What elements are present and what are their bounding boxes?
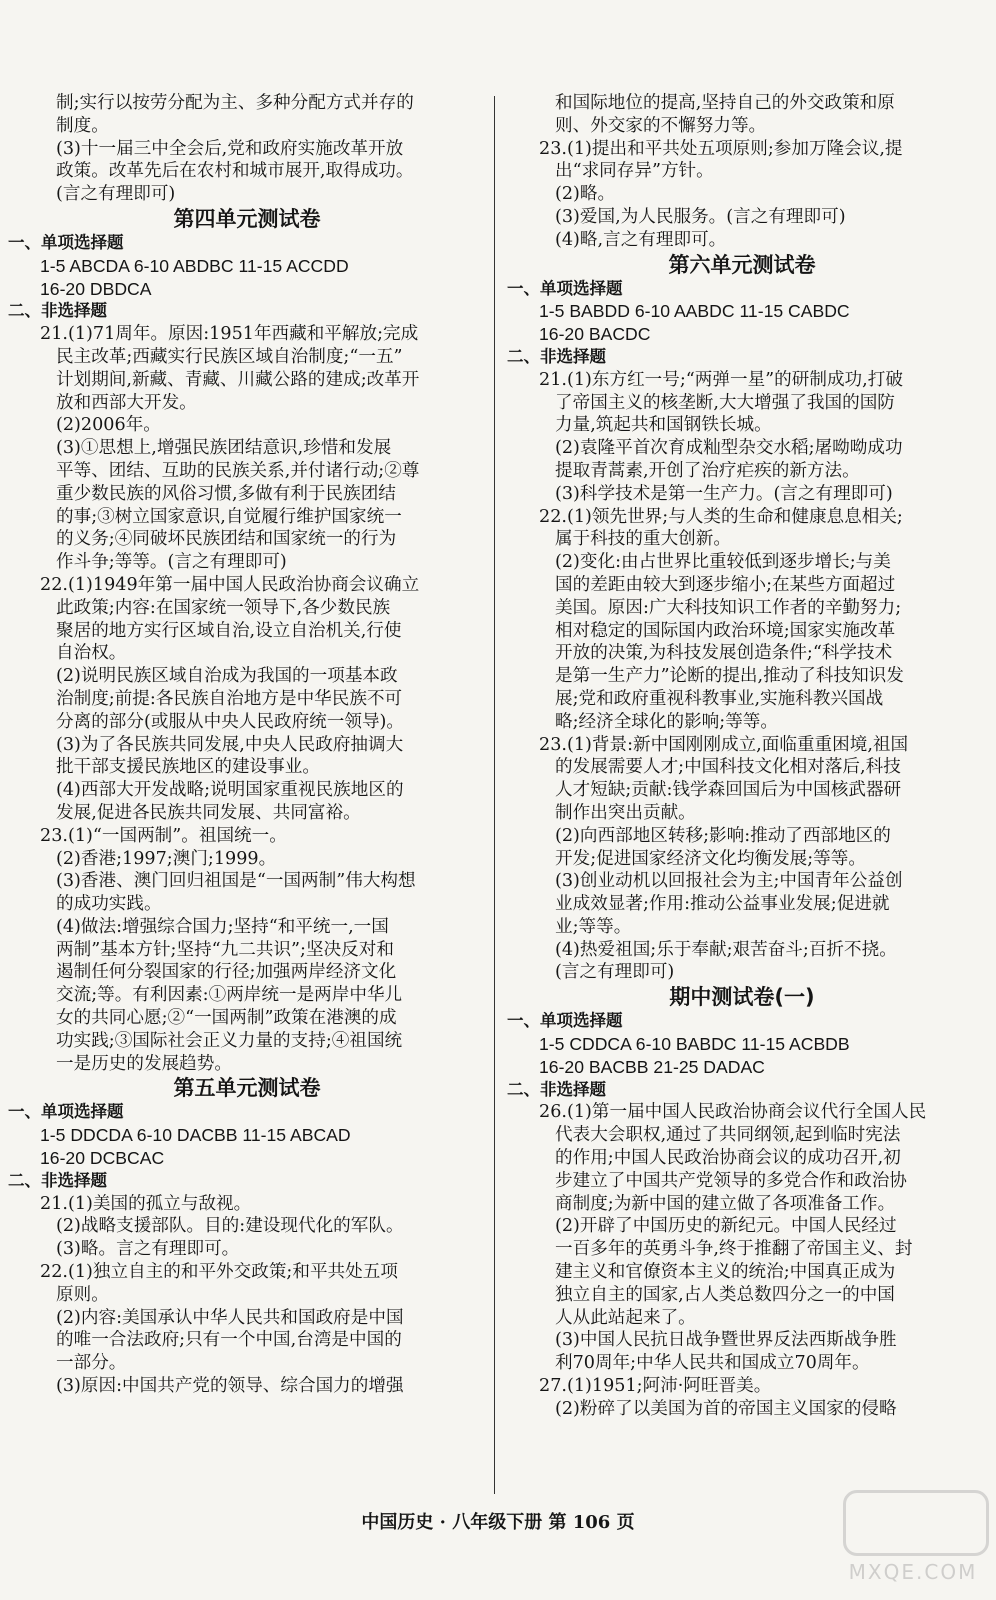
text-line: (2)战略支援部队。目的:建设现代化的军队。	[56, 1216, 404, 1237]
section-title: 第六单元测试卷	[668, 252, 816, 277]
section-title: 第四单元测试卷	[173, 206, 321, 231]
text-line: (2)略。	[555, 184, 616, 205]
text-line: 和国际地位的提高,坚持自己的外交政策和原	[555, 93, 895, 113]
text-line: 的作用;中国人民政治协商会议的成功召开,初	[555, 1148, 901, 1169]
text-line: 16-20 DBDCA	[40, 278, 152, 299]
text-line: 16-20 DCBCAC	[40, 1148, 165, 1169]
text-line: 人从此站起来了。	[555, 1307, 696, 1328]
text-line: 1-5 ABCDA 6-10 ABDBC 11-15 ACCDD	[40, 255, 349, 276]
text-line: 重少数民族的风俗习惯,多做有利于民族团结	[56, 483, 396, 504]
text-line: 两制”基本方针;坚持“九二共识”;坚决反对和	[56, 939, 394, 960]
text-line: 作斗争;等等。(言之有理即可)	[56, 552, 287, 573]
page-footer: 中国历史 · 八年级下册 第 106 页	[361, 1512, 635, 1533]
text-line: 1-5 BABDD 6-10 AABDC 11-15 CABDC	[539, 301, 850, 322]
text-line: 女的共同心愿;②“一国两制”政策在港澳的成	[56, 1008, 397, 1029]
text-line: (3)为了各民族共同发展,中央人民政府抽调大	[56, 734, 404, 755]
text-line: (3)爱国,为人民服务。(言之有理即可)	[555, 206, 846, 227]
text-line: 治制度;前提:各民族自治地方是中华民族不可	[56, 688, 403, 709]
text-line: 聚居的地方实行区域自治,设立自治机关,行使	[56, 620, 402, 641]
text-line: 原则。	[56, 1284, 109, 1305]
text-line: 业成效显著;作用:推动公益事业发展;促进就	[555, 894, 890, 915]
text-line: 商制度;为新中国的建立做了各项准备工作。	[555, 1193, 896, 1214]
text-line: (4)西部大开发战略;说明国家重视民族地区的	[56, 780, 404, 801]
text-line: 分离的部分(或服从中央人民政府统一领导)。	[56, 711, 405, 732]
text-line: 23.(1)提出和平共处五项原则;参加万隆会议,提	[539, 138, 903, 159]
column-divider	[494, 96, 495, 1494]
watermark-badge	[843, 1490, 989, 1556]
section-heading: 一、单项选择题	[8, 232, 124, 252]
text-line: (3)科学技术是第一生产力。(言之有理即可)	[555, 483, 893, 504]
text-line: 功实践;③国际社会正义力量的支持;④祖国统	[56, 1030, 403, 1051]
text-line: 提取青蒿素,开创了治疗疟疾的新方法。	[555, 460, 860, 481]
text-line: 独立自主的国家,占人类总数四分之一的中国	[555, 1284, 895, 1305]
watermark-logo	[838, 1490, 988, 1590]
text-line: (3)香港、澳门回归祖国是“一国两制”伟大构想	[56, 871, 416, 892]
text-line: (4)热爱祖国;乐于奉献;艰苦奋斗;百折不挠。	[555, 939, 897, 960]
text-line: (3)原因:中国共产党的领导、综合国力的增强	[56, 1376, 404, 1397]
section-heading: 一、单项选择题	[507, 1011, 623, 1031]
text-line: 21.(1)东方红一号;“两弹一星”的研制成功,打破	[539, 369, 903, 390]
text-line: 国的差距由较大到逐步缩小;在某些方面超过	[555, 574, 896, 595]
text-line: 1-5 CDDCA 6-10 BABDC 11-15 ACBDB	[539, 1034, 850, 1055]
text-line: 美国。原因:广大科技知识工作者的辛勤努力;	[555, 597, 902, 618]
section-heading: 一、单项选择题	[8, 1102, 124, 1122]
text-line: 平等、团结、互助的民族关系,并付诸行动;②尊	[56, 460, 420, 481]
text-line: 的发展需要人才;中国科技文化相对落后,科技	[555, 757, 901, 778]
text-line: (2)2006年。	[56, 415, 161, 436]
text-line: 步建立了中国共产党领导的多党合作和政治协	[555, 1170, 907, 1191]
watermark-text: MXQE.COM	[848, 1560, 978, 1584]
text-line: 业;等等。	[555, 916, 632, 937]
text-line: 的义务;④同破坏民族团结和国家统一的行为	[56, 529, 397, 550]
text-line: 了帝国主义的核垄断,大大增强了我国的国防	[555, 392, 895, 413]
text-line: (言之有理即可)	[555, 962, 675, 983]
section-title: 第五单元测试卷	[173, 1076, 321, 1101]
text-line: 制;实行以按劳分配为主、多种分配方式并存的	[56, 93, 414, 113]
text-line: 23.(1)背景:新中国刚刚成立,面临重重困境,祖国	[539, 734, 909, 755]
text-line: (2)说明民族区域自治成为我国的一项基本政	[56, 666, 398, 687]
section-heading: 二、非选择题	[8, 301, 107, 321]
section-heading: 二、非选择题	[8, 1170, 107, 1190]
section-heading: 一、单项选择题	[507, 278, 623, 298]
text-line: (3)①思想上,增强民族团结意识,珍惜和发展	[56, 438, 392, 459]
text-line: 交流;等。有利因素:①两岸统一是两岸中华儿	[56, 985, 403, 1006]
text-line: 利70周年;中华人民共和国成立70周年。	[555, 1353, 870, 1374]
text-line: 计划期间,新藏、青藏、川藏公路的建成;改革开	[56, 369, 420, 390]
text-line: 出“求同存异”方针。	[555, 161, 714, 182]
text-line: 遏制任何分裂国家的行径;加强两岸经济文化	[56, 962, 397, 983]
text-line: (4)做法:增强综合国力;坚持“和平统一,一国	[56, 916, 389, 937]
text-line: 一部分。	[56, 1353, 127, 1374]
text-line: 制作出突出贡献。	[555, 802, 696, 823]
text-line: 力量,筑起共和国钢铁长城。	[555, 415, 772, 436]
text-line: 1-5 DDCDA 6-10 DACBB 11-15 ABCAD	[40, 1125, 351, 1146]
text-line: 此政策;内容:在国家统一领导下,各少数民族	[56, 597, 391, 618]
text-line: 代表大会职权,通过了共同纲领,起到临时宪法	[555, 1125, 901, 1146]
text-line: 开发;促进国家经济文化均衡发展;等等。	[555, 848, 866, 869]
text-line: (2)袁隆平首次育成籼型杂交水稻;屠呦呦成功	[555, 438, 903, 459]
text-line: 一是历史的发展趋势。	[56, 1053, 232, 1074]
text-line: 16-20 BACBB 21-25 DADAC	[539, 1056, 765, 1077]
text-line: 的事;③树立国家意识,自觉履行维护国家统一	[56, 506, 402, 527]
text-line: (3)十一届三中全会后,党和政府实施改革开放	[56, 138, 404, 159]
text-line: (2)粉碎了以美国为首的帝国主义国家的侵略	[555, 1398, 897, 1419]
text-line: 建主义和官僚资本主义的统治;中国真正成为	[555, 1262, 896, 1283]
section-heading: 二、非选择题	[507, 1079, 606, 1099]
text-line: 则、外交家的不懈努力等。	[555, 115, 767, 136]
text-line: 23.(1)“一国两制”。祖国统一。	[40, 825, 287, 846]
text-line: (2)香港;1997;澳门;1999。	[56, 848, 277, 869]
text-line: 27.(1)1951;阿沛·阿旺晋美。	[539, 1376, 772, 1397]
right-column	[507, 92, 977, 1421]
text-line: 22.(1)领先世界;与人类的生命和健康息息相关;	[539, 506, 903, 527]
text-line: (2)开辟了中国历史的新纪元。中国人民经过	[555, 1216, 897, 1237]
text-line: 发展,促进各民族共同发展、共同富裕。	[56, 802, 361, 823]
text-line: 略;经济全球化的影响;等等。	[555, 711, 778, 732]
text-line: 的唯一合法政府;只有一个中国,台湾是中国的	[56, 1330, 402, 1351]
text-line: (4)略,言之有理即可。	[555, 229, 727, 250]
text-line: 制度。	[56, 115, 109, 136]
text-line: (3)创业动机以回报社会为主;中国青年公益创	[555, 871, 903, 892]
text-line: 22.(1)1949年第一届中国人民政治协商会议确立	[40, 574, 420, 595]
text-line: (2)内容:美国承认中华人民共和国政府是中国	[56, 1307, 404, 1328]
text-line: (3)略。言之有理即可。	[56, 1239, 240, 1260]
text-line: 属于科技的重大创新。	[555, 529, 731, 550]
text-line: 相对稳定的国际国内政治环境;国家实施改革	[555, 620, 896, 641]
section-heading: 二、非选择题	[507, 346, 606, 366]
text-line: 开放的决策,为科技发展创造条件;“科学技术	[555, 643, 893, 664]
text-line: 21.(1)71周年。原因:1951年西藏和平解放;完成	[40, 324, 419, 345]
text-line: (言之有理即可)	[56, 184, 176, 205]
text-line: 的成功实践。	[56, 894, 162, 915]
text-line: 26.(1)第一届中国人民政治协商会议代行全国人民	[539, 1102, 927, 1123]
text-line: 民主改革;西藏实行民族区域自治制度;“一五”	[56, 346, 403, 367]
text-line: 一百多年的英勇斗争,终于推翻了帝国主义、封	[555, 1239, 913, 1260]
text-line: (2)向西部地区转移;影响:推动了西部地区的	[555, 825, 891, 846]
text-line: 展;党和政府重视科教事业,实施科教兴国战	[555, 688, 884, 709]
text-line: 批干部支援民族地区的建设事业。	[56, 757, 320, 778]
text-line: 22.(1)独立自主的和平外交政策;和平共处五项	[40, 1262, 398, 1283]
text-line: 16-20 BACDC	[539, 324, 651, 345]
text-line: 人才短缺;贡献:钱学森回国后为中国核武器研	[555, 780, 902, 801]
text-line: (3)中国人民抗日战争暨世界反法西斯战争胜	[555, 1330, 897, 1351]
left-column	[8, 92, 486, 1398]
text-line: (2)变化:由占世界比重较低到逐步增长;与美	[555, 552, 891, 573]
text-line: 自治权。	[56, 643, 127, 664]
text-line: 政策。改革先后在农村和城市展开,取得成功。	[56, 161, 414, 182]
text-line: 放和西部大开发。	[56, 392, 197, 413]
section-title: 期中测试卷(一)	[669, 985, 815, 1010]
text-line: 是第一生产力”论断的提出,推动了科技知识发	[555, 666, 904, 687]
text-line: 21.(1)美国的孤立与敌视。	[40, 1193, 252, 1214]
